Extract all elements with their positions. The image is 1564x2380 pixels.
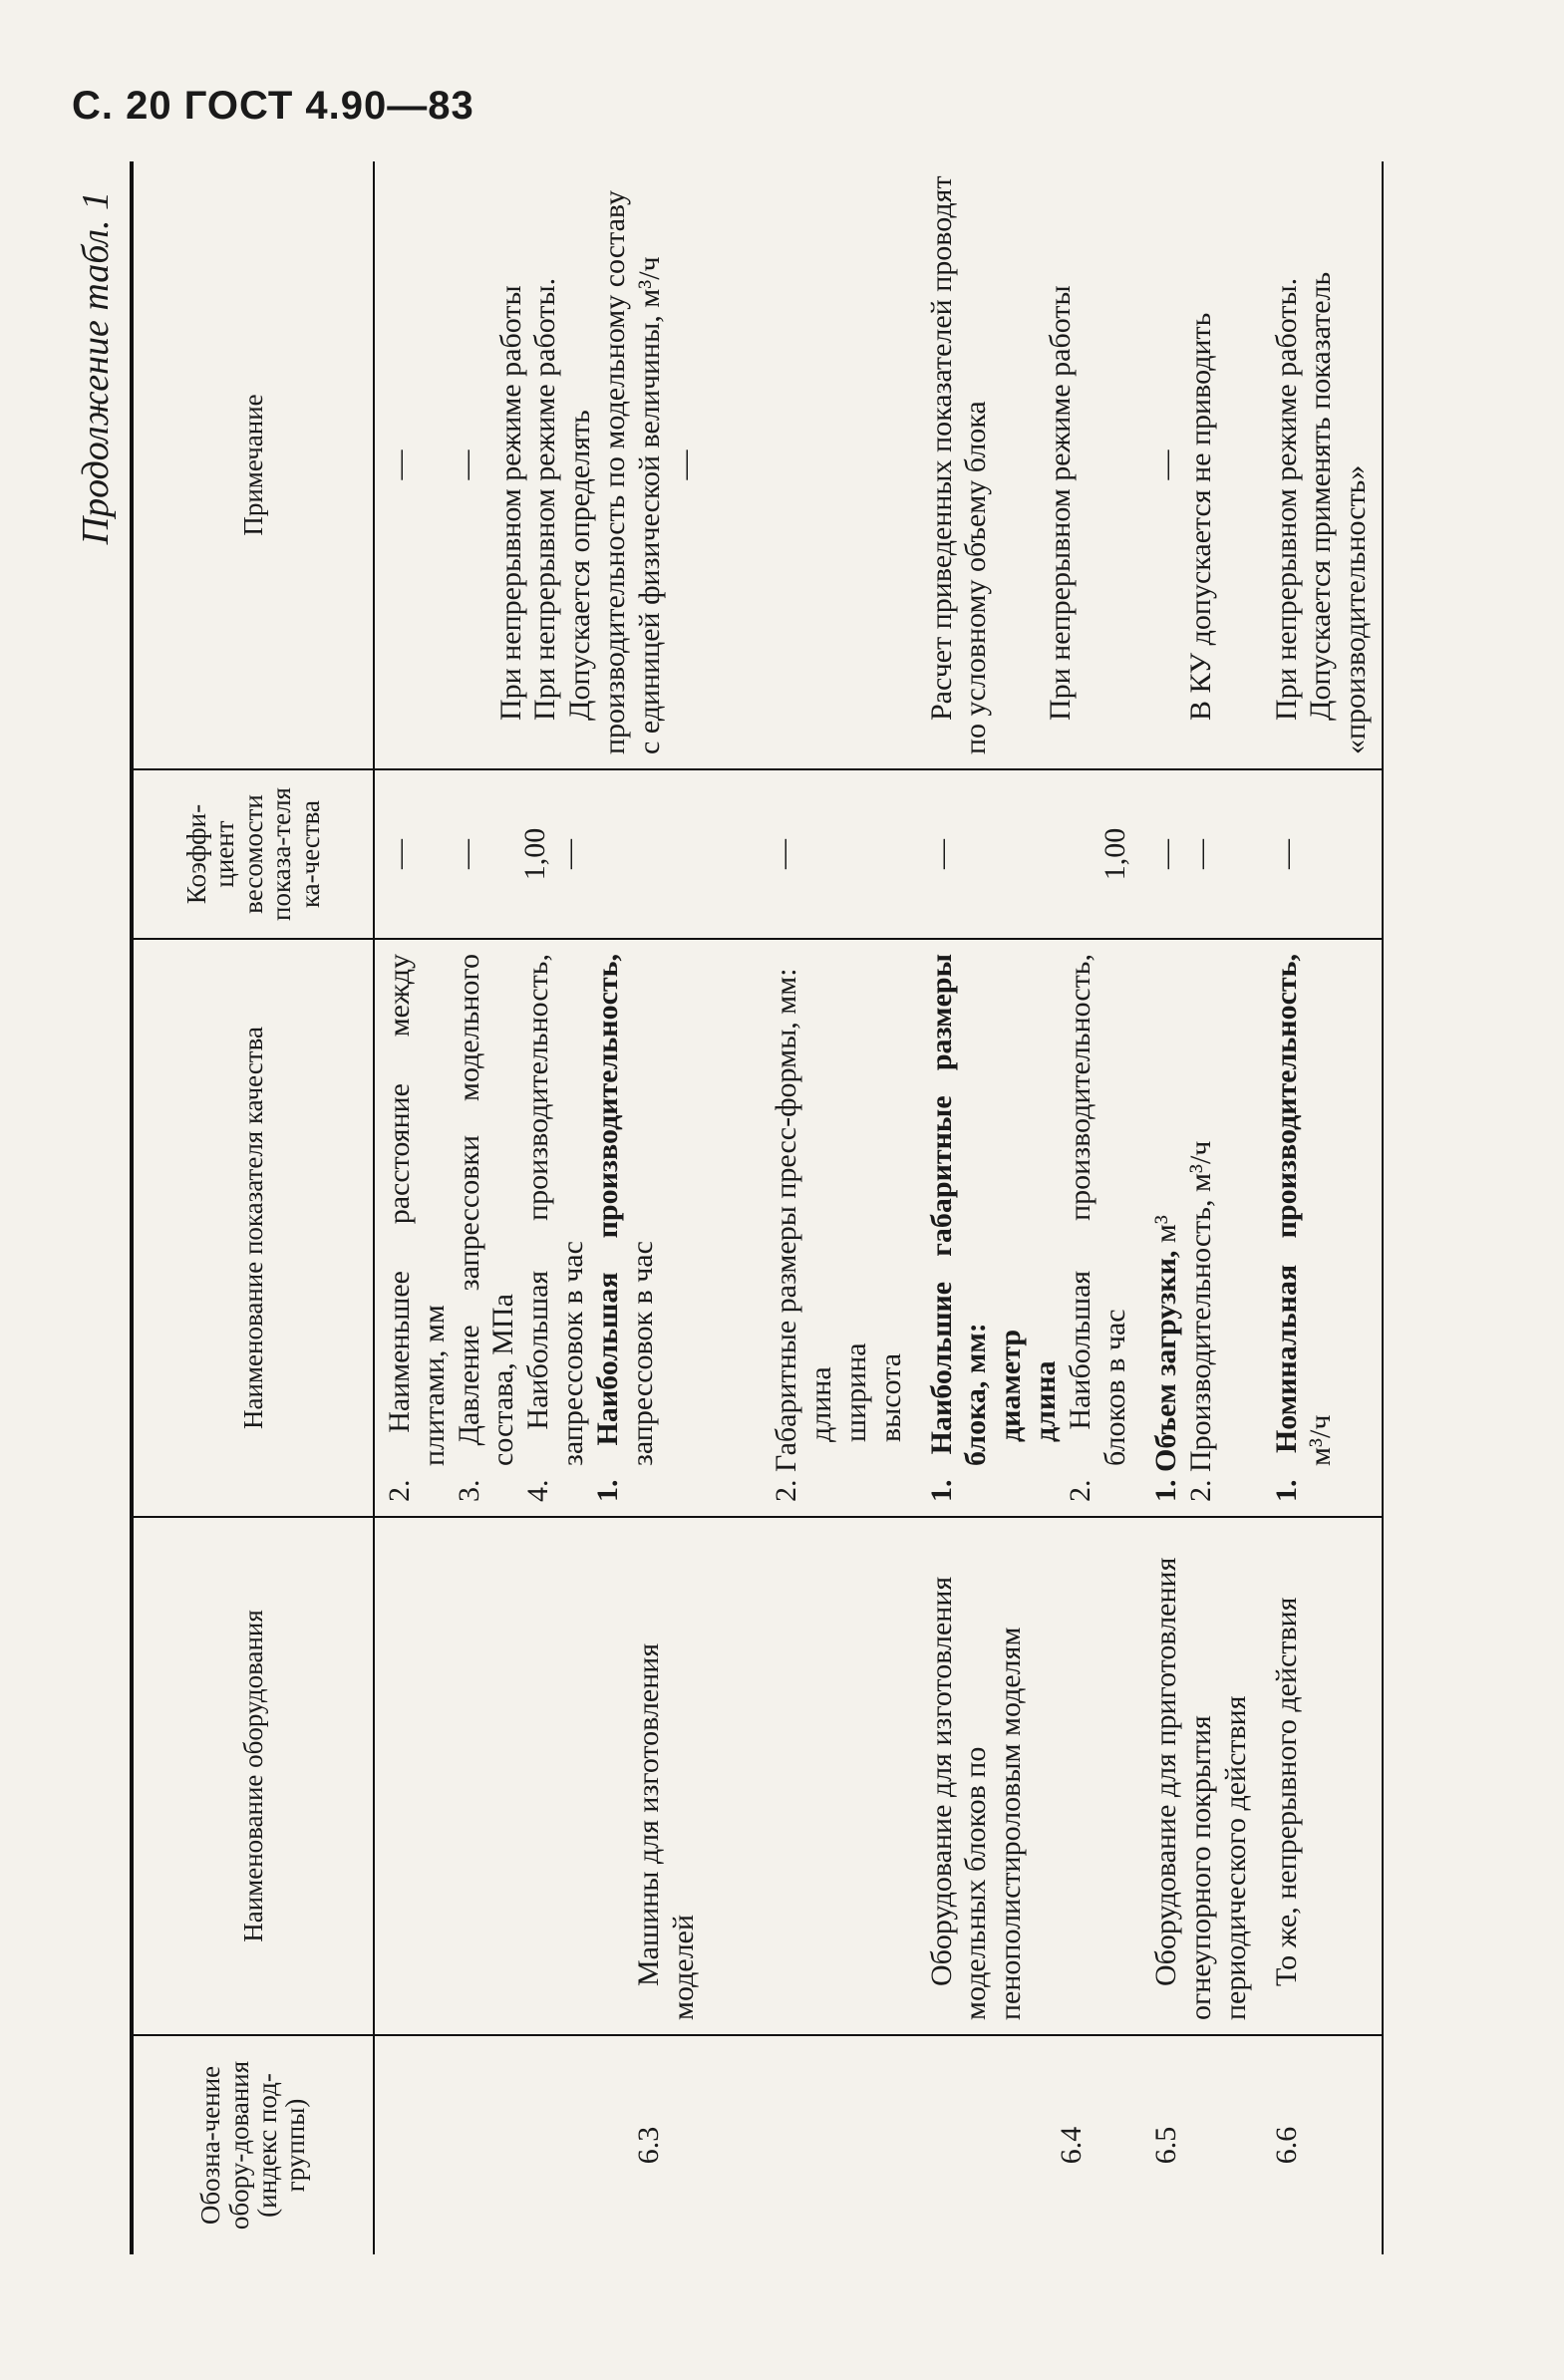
col-header-code: Обозна-чение обору-дования (индекс под-группы) xyxy=(132,2035,374,2254)
row-code: 6.4 xyxy=(1054,2126,1088,2165)
row-indicators: 1. Объем загрузки, м³ 2. Производительность, м³/ч xyxy=(1141,939,1261,1517)
row-equipment: Оборудование для изготовления модельных блоков по пенополистироловым моделям xyxy=(917,1517,1142,2035)
table-row xyxy=(1141,161,1261,2254)
row-notes: — В КУ допускается не приводить xyxy=(1141,161,1261,769)
row-indicators: 2. Наименьшее расстояние между плитами, мм 3. Давление запрессовки модельного состава, МПа 4. Наибольшая производительность, запрессовок в час 1. Наибольшая производительность, запрессовок в час 2. Габаритные размеры пресс-формы, мм: длина ширина высота xyxy=(374,939,917,1517)
row-coefficients: — — 1,00 — — xyxy=(374,769,917,939)
table-row xyxy=(374,161,917,2254)
row-indicators: 1. Номинальная производительность, м³/ч xyxy=(1262,939,1383,1517)
table-row xyxy=(917,161,1142,2254)
row-coefficients: — xyxy=(1262,769,1383,939)
equipment-table xyxy=(130,161,1384,2254)
table-row xyxy=(1262,161,1383,2254)
row-equipment: Машины для изготовления моделей xyxy=(374,1517,917,2035)
continuation-caption: Продолжение табл. 1 xyxy=(75,191,117,545)
table-header-row xyxy=(132,161,374,2254)
col-header-equipment: Наименование оборудования xyxy=(132,1517,374,2035)
row-code: 6.3 xyxy=(632,2126,665,2165)
row-notes: При непрерывном режиме работы. Допускается применять показатель «производительность» xyxy=(1262,161,1383,769)
col-header-indicator: Наименование показателя качества xyxy=(132,939,374,1517)
row-code: 6.5 xyxy=(1149,2126,1183,2165)
col-header-coef: Коэффи-циент весомости показа-теля ка-чества xyxy=(132,769,374,939)
row-equipment: То же, непрерывного действия xyxy=(1262,1517,1383,2035)
col-header-note: Примечание xyxy=(132,161,374,769)
row-notes: — — При непрерывном режиме работы При непрерывном режиме работы. Допускается определять производительность по модельному составу с единицей физической величины, м³/ч — xyxy=(374,161,917,769)
rotated-table-page xyxy=(60,161,1515,2254)
row-equipment: Оборудование для приготовления огнеупорного покрытия периодического действия xyxy=(1141,1517,1261,2035)
row-code: 6.6 xyxy=(1262,2035,1383,2254)
row-coefficients: — 1,00 xyxy=(917,769,1142,939)
row-coefficients: — — xyxy=(1141,769,1261,939)
row-indicators: 1. Наибольшие габаритные размеры блока, мм: диаметр длина 2. Наибольшая производительность, блоков в час xyxy=(917,939,1142,1517)
page-header: С. 20 ГОСТ 4.90—83 xyxy=(72,84,474,128)
row-notes: Расчет приведенных показателей проводят по условному объему блока При непрерывном режиме работы xyxy=(917,161,1142,769)
